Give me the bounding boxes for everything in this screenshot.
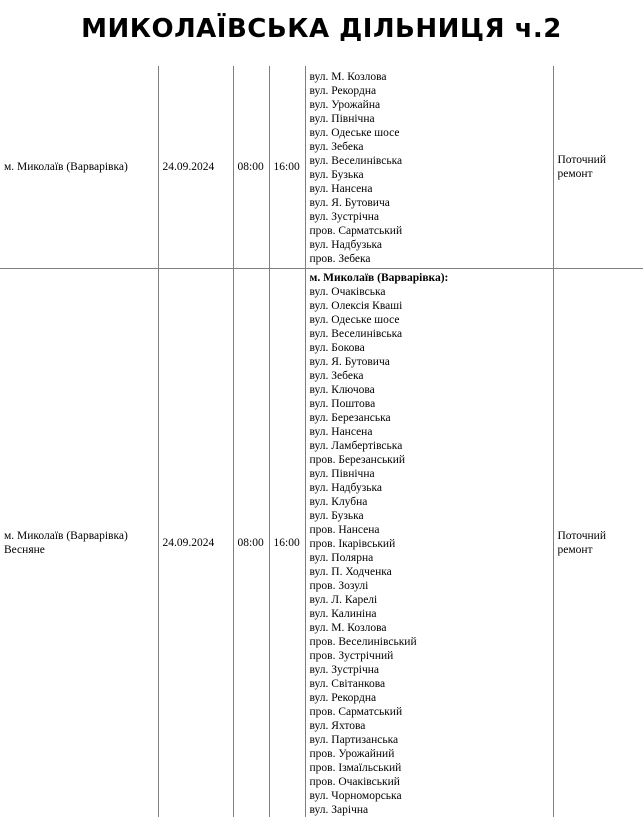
street-item: вул. Партизанська xyxy=(309,734,399,746)
street-item: вул. Нансена xyxy=(309,182,373,195)
street-item: вул. Очаківська xyxy=(309,286,386,298)
street-item: вул. Північна xyxy=(309,468,375,480)
street-item: вул. Зарічна xyxy=(309,804,369,816)
street-item: вул. Калиніна xyxy=(309,608,377,620)
street-item: вул. Рекордна xyxy=(309,692,377,704)
street-item: пров. Нансена xyxy=(309,524,380,536)
streets-cell xyxy=(305,269,553,818)
street-item: пров. Сарматський xyxy=(309,224,403,237)
date-cell xyxy=(158,269,233,818)
work-type: Поточний ремонт xyxy=(557,530,606,556)
street-item: пров. Березанський xyxy=(309,454,406,466)
street-item: пров. Зустрічний xyxy=(309,650,394,662)
street-item: пров. Зозулі xyxy=(309,580,369,592)
street-item: вул. Надбузька xyxy=(309,238,382,251)
street-item: вул. Зустрічна xyxy=(309,210,380,223)
time-to: 16:00 xyxy=(273,537,300,549)
street-item: вул. Бузька xyxy=(309,510,364,522)
street-item: вул. Бокова xyxy=(309,342,365,354)
time-from-cell xyxy=(233,66,269,269)
table-row xyxy=(0,66,643,269)
settlement-name: м. Миколаїв (Варварівка) xyxy=(4,530,128,542)
street-item: вул. М. Козлова xyxy=(309,70,387,83)
street-item: вул. Яхтова xyxy=(309,720,366,732)
street-item: вул. Світанкова xyxy=(309,678,386,690)
street-item: пров. Ізмаїльський xyxy=(309,762,402,774)
settlement-name: м. Миколаїв (Варварівка) xyxy=(4,161,128,173)
work-type-cell xyxy=(553,269,643,818)
time-to-cell xyxy=(269,269,305,818)
street-item: вул. Рекордна xyxy=(309,84,377,97)
time-from: 08:00 xyxy=(237,537,264,549)
street-item: пров. Ікарівський xyxy=(309,538,396,550)
time-from-cell xyxy=(233,269,269,818)
street-item: вул. Зебека xyxy=(309,140,364,153)
outage-date: 24.09.2024 xyxy=(162,161,215,173)
streets-cell xyxy=(305,66,553,269)
street-item: вул. Полярна xyxy=(309,552,374,564)
street-item: вул. Чорноморська xyxy=(309,790,402,802)
work-type-cell xyxy=(553,66,643,269)
street-item: вул. Березанська xyxy=(309,412,391,424)
table-row xyxy=(0,269,643,818)
settlement-name-secondary: Весняне xyxy=(4,544,45,556)
street-item: вул. Одеське шосе xyxy=(309,126,400,139)
street-item: вул. Урожайна xyxy=(309,98,381,111)
time-to: 16:00 xyxy=(273,161,300,173)
street-item: вул. Я. Бутовича xyxy=(309,196,390,209)
street-item: вул. Веселинівська xyxy=(309,328,403,340)
street-item: вул. М. Козлова xyxy=(309,622,387,634)
street-item: пров. Очаківський xyxy=(309,776,400,788)
date-cell xyxy=(158,66,233,269)
outage-date: 24.09.2024 xyxy=(162,537,215,549)
street-item: пров. Веселинівський xyxy=(309,636,417,648)
street-item: вул. Одеське шосе xyxy=(309,314,400,326)
street-item: вул. Зустрічна xyxy=(309,664,380,676)
street-item: вул. Північна xyxy=(309,112,375,125)
time-from: 08:00 xyxy=(237,161,264,173)
work-type: Поточний ремонт xyxy=(557,154,606,180)
street-item: вул. П. Ходченка xyxy=(309,566,392,578)
street-item: вул. Клубна xyxy=(309,496,368,508)
street-item: пров. Сарматський xyxy=(309,706,403,718)
street-item: вул. Поштова xyxy=(309,398,376,410)
street-item: пров. Зебека xyxy=(309,252,371,265)
street-item: вул. Бузька xyxy=(309,168,364,181)
street-item: вул. Я. Бутовича xyxy=(309,356,390,368)
street-item: пров. Урожайний xyxy=(309,748,395,760)
street-item: вул. Нансена xyxy=(309,426,373,438)
street-item: вул. Ламбертівська xyxy=(309,440,403,452)
settlement-cell xyxy=(0,269,158,818)
street-item: вул. Олексія Кваші xyxy=(309,300,403,312)
settlement-cell xyxy=(0,66,158,269)
street-item: вул. Зебека xyxy=(309,370,364,382)
outage-schedule-table xyxy=(0,66,643,817)
streets-header: м. Миколаїв (Варварівка): xyxy=(309,272,449,284)
street-item: вул. Веселинівська xyxy=(309,154,403,167)
street-item: вул. Надбузька xyxy=(309,482,382,494)
page-title: МИКОЛАЇВСЬКА ДІЛЬНИЦЯ ч.2 xyxy=(81,14,562,44)
street-item: вул. Л. Карелі xyxy=(309,594,378,606)
street-item: вул. Ключова xyxy=(309,384,375,396)
time-to-cell xyxy=(269,66,305,269)
